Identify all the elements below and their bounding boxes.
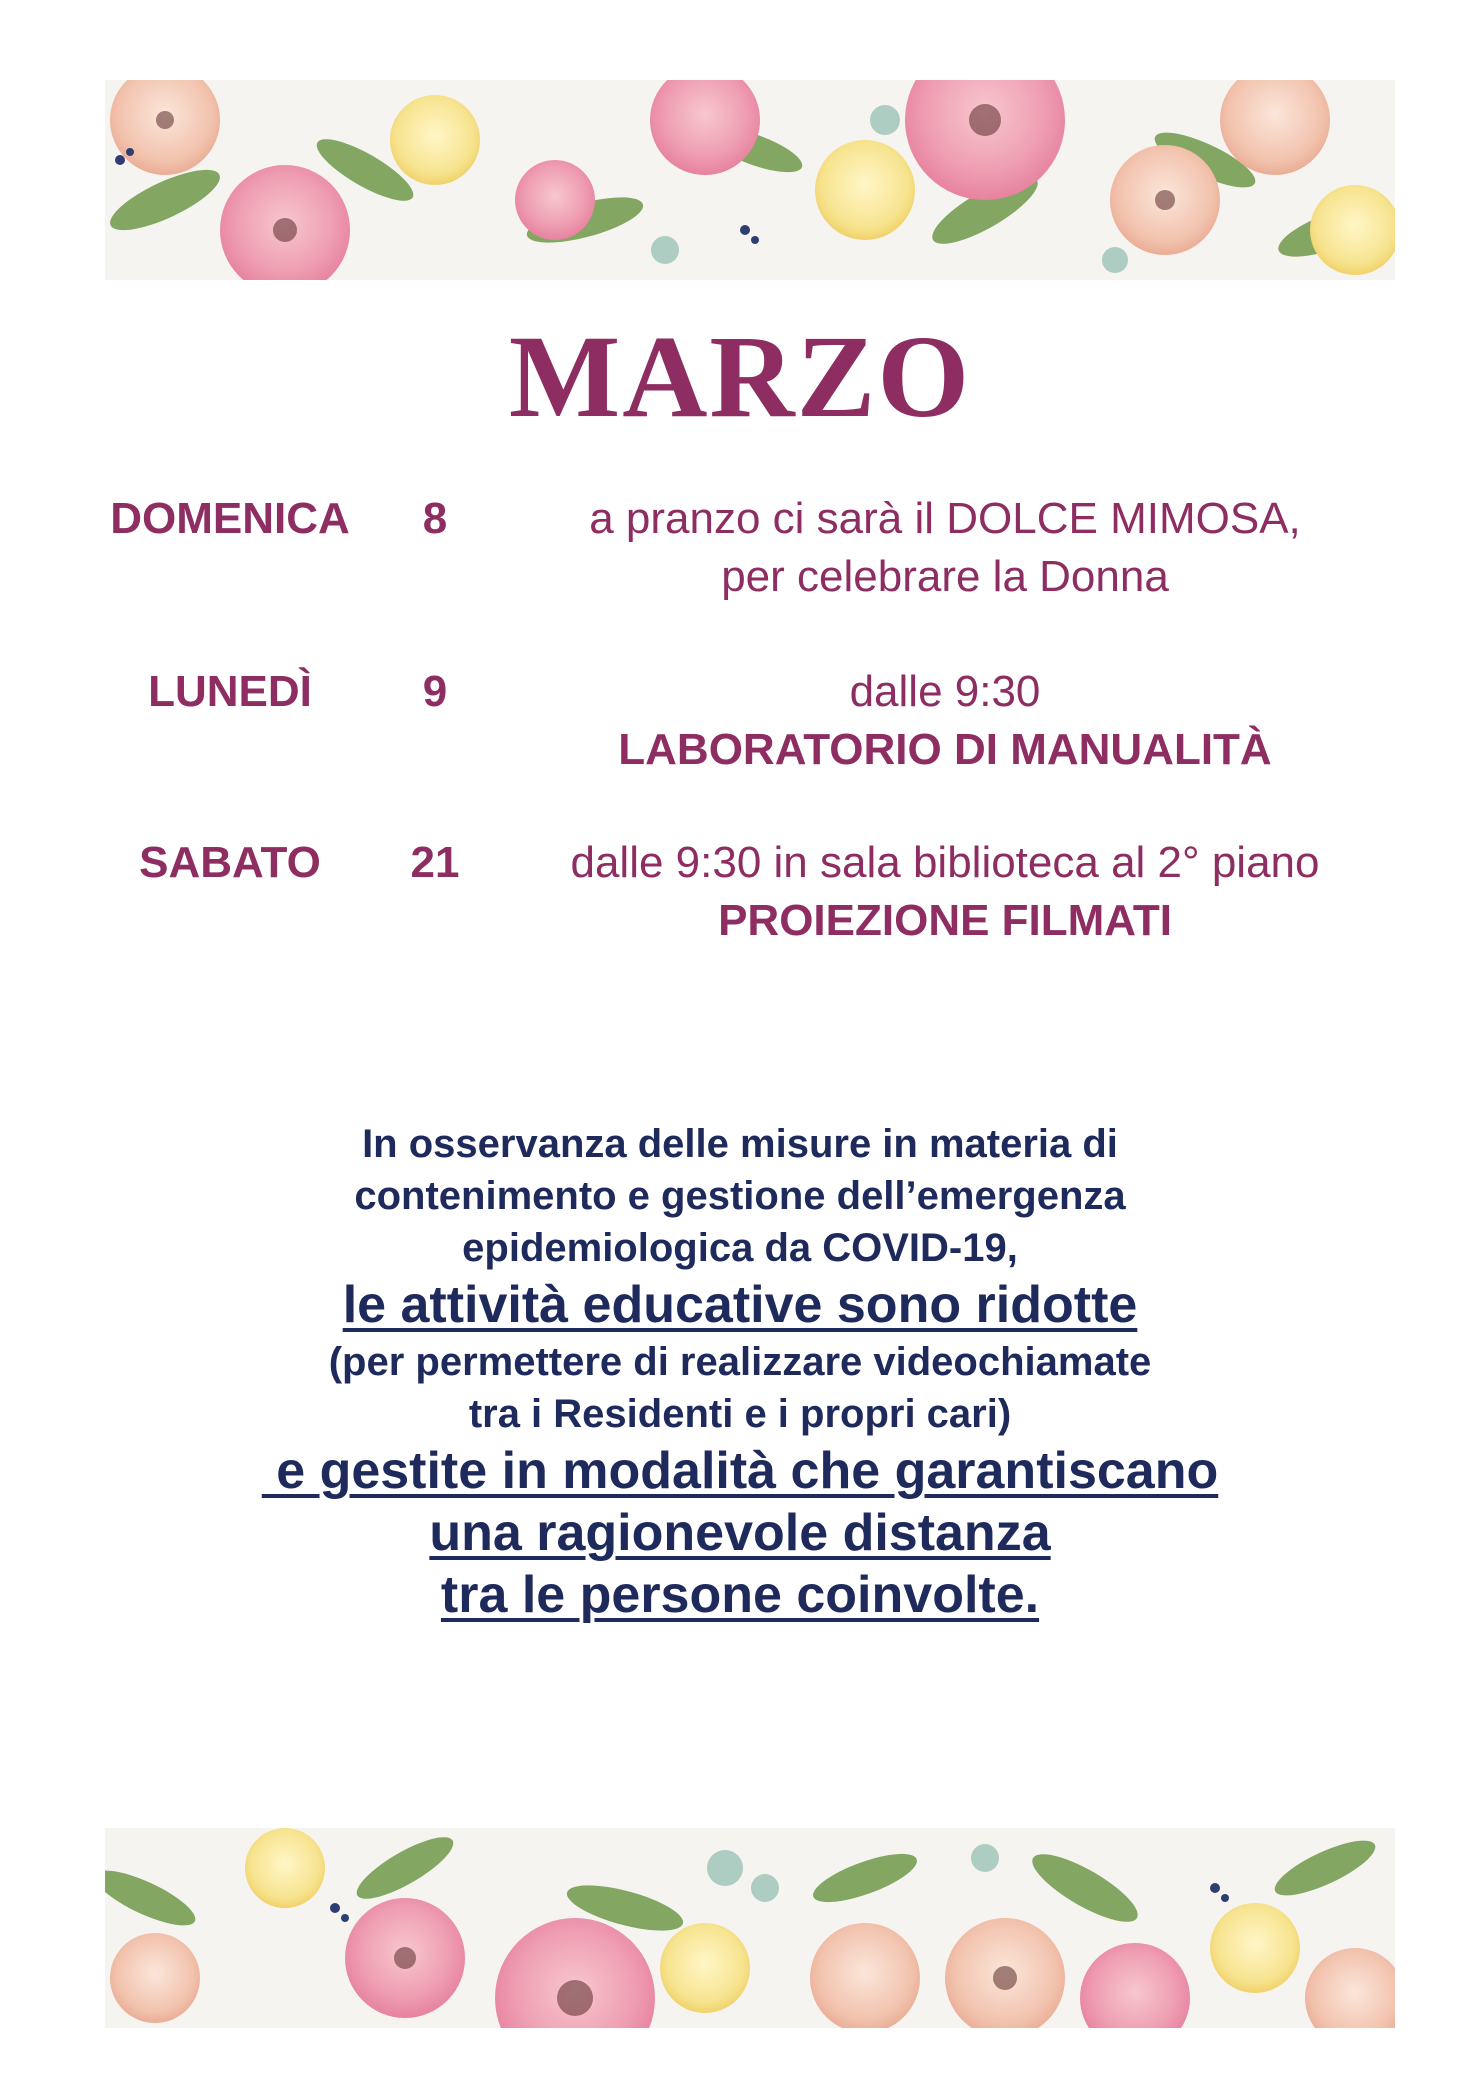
notice-line: tra i Residenti e i propri cari) xyxy=(468,1392,1012,1436)
notice-highlight xyxy=(0,1564,1480,1626)
event-line: PROIEZIONE FILMATI xyxy=(718,896,1172,945)
notice-line: In osservanza delle misure in materia di xyxy=(362,1122,1118,1166)
event-day: DOMENICA xyxy=(110,494,350,543)
notice-highlight-text: tra le persone coinvolte. xyxy=(440,1566,1040,1624)
notice-highlight-text: le attività educative sono ridotte xyxy=(342,1276,1138,1334)
event-date: 8 xyxy=(422,494,448,543)
notice-highlight-text: e gestite in modalità che garantiscano xyxy=(261,1442,1219,1500)
flowers-image xyxy=(105,1828,1395,2028)
notice-highlight xyxy=(0,1274,1480,1336)
notice-line: (per permettere di realizzare videochiamate xyxy=(328,1340,1152,1384)
event-date: 21 xyxy=(410,838,460,887)
floral-border-bottom xyxy=(105,1828,1395,2028)
covid-notice xyxy=(0,1118,1480,1626)
event-day: LUNEDÌ xyxy=(148,667,312,716)
event-line: LABORATORIO DI MANUALITÀ xyxy=(618,725,1272,774)
page-title: MARZO xyxy=(508,311,972,442)
notice-line: epidemiologica da COVID-19, xyxy=(462,1226,1018,1270)
event-line: dalle 9:30 xyxy=(849,667,1041,716)
notice-highlight-text: una ragionevole distanza xyxy=(429,1504,1051,1562)
event-line: per celebrare la Donna xyxy=(721,552,1169,601)
event-line: dalle 9:30 in sala biblioteca al 2° piano xyxy=(570,838,1320,887)
event-day: SABATO xyxy=(139,838,321,887)
notice-highlight xyxy=(0,1440,1480,1502)
event-date: 9 xyxy=(422,667,448,716)
event-description xyxy=(500,834,1390,950)
event-description xyxy=(500,663,1390,779)
event-line: a pranzo ci sarà il DOLCE MIMOSA, xyxy=(589,494,1301,543)
notice-line: contenimento e gestione dell’emergenza xyxy=(354,1174,1126,1218)
notice-highlight xyxy=(0,1502,1480,1564)
event-description xyxy=(500,490,1390,606)
floral-border-top xyxy=(105,80,1395,280)
flowers-image xyxy=(105,80,1395,280)
